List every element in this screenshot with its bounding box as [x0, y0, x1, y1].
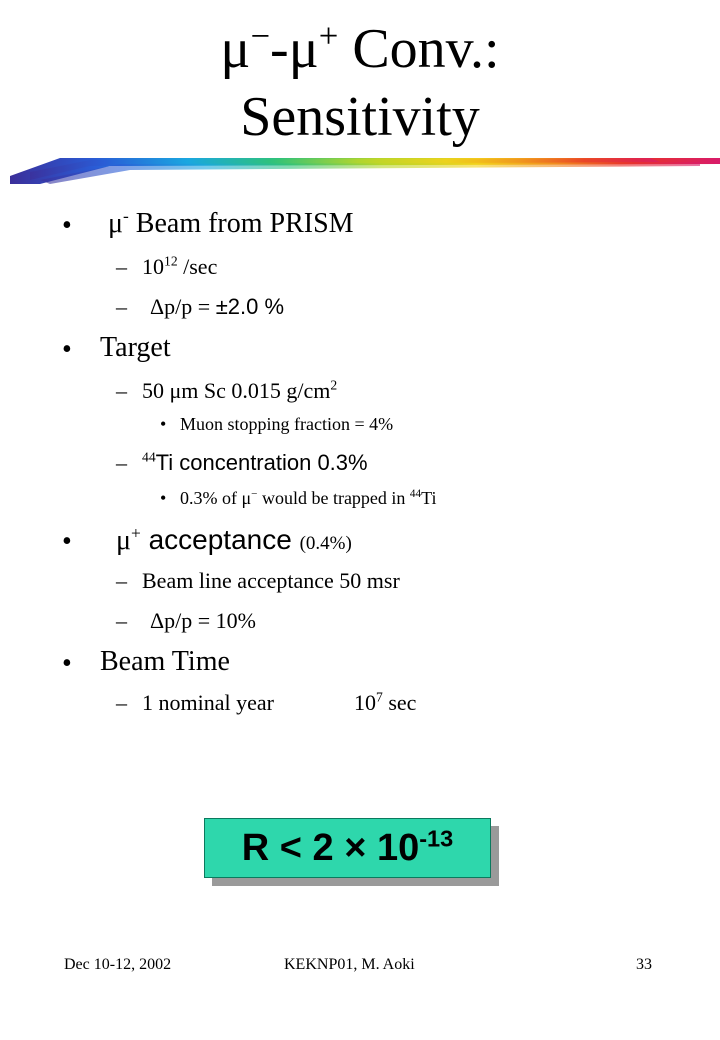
sub-dash: – [116, 608, 127, 633]
sub-sub-dot: • [160, 414, 167, 434]
bullet-dot: • [62, 210, 72, 241]
sub-nominal-year-seconds: $10^7$ sec [354, 689, 417, 715]
sub-sub-dot: • [160, 488, 167, 508]
sub-nominal-year: 1 nominal year [142, 690, 274, 715]
result-box: $R < 2 \times 10^{-13}$ [204, 818, 491, 878]
sub-momentum-spread: Δp/p = ±2.0 % [150, 294, 285, 319]
sub-dash: – [116, 568, 127, 593]
sub-dash: – [116, 294, 127, 319]
rainbow-bar-decoration [0, 150, 720, 190]
sub-dash: – [116, 690, 127, 715]
bullet-beam-time: Beam Time [100, 646, 230, 677]
footer-date: Dec 10-12, 2002 [64, 956, 172, 973]
footer-author: KEKNP01, M. Aoki [284, 956, 415, 973]
bullet-dot: • [62, 334, 72, 365]
sub-ti-concentration: $^{44}$Ti concentration 0.3% [142, 449, 368, 475]
sub-dash: – [116, 254, 127, 279]
footer-page-number: 33 [636, 956, 652, 973]
sub-rate: $10^{12}$ /sec [142, 253, 218, 279]
page-title-line-2: Sensitivity [240, 86, 480, 148]
sub-dash: – [116, 450, 127, 475]
sub-dash: – [116, 378, 127, 403]
sub-momentum-spread-2: Δp/p = 10% [150, 608, 257, 633]
bullet-acceptance: μ+ acceptance (0.4%) [116, 523, 352, 556]
bullet-dot: • [62, 648, 72, 679]
sub-beamline-acceptance: Beam line acceptance 50 msr [142, 568, 400, 593]
sub-target-thickness: 50 μm Sc 0.015 $g/cm^2$ [142, 377, 338, 403]
bullet-dot: • [62, 526, 72, 557]
page-title-line-1: μ−-μ+ Conv.: [220, 16, 500, 80]
sub-stopping-fraction: Muon stopping fraction = 4% [180, 414, 394, 434]
bullet-beam: μ- Beam from PRISM [108, 206, 354, 239]
bullet-target: Target [100, 332, 171, 363]
sub-trapped: 0.3% of μ− would be trapped in $^{44}$Ti [180, 488, 437, 508]
